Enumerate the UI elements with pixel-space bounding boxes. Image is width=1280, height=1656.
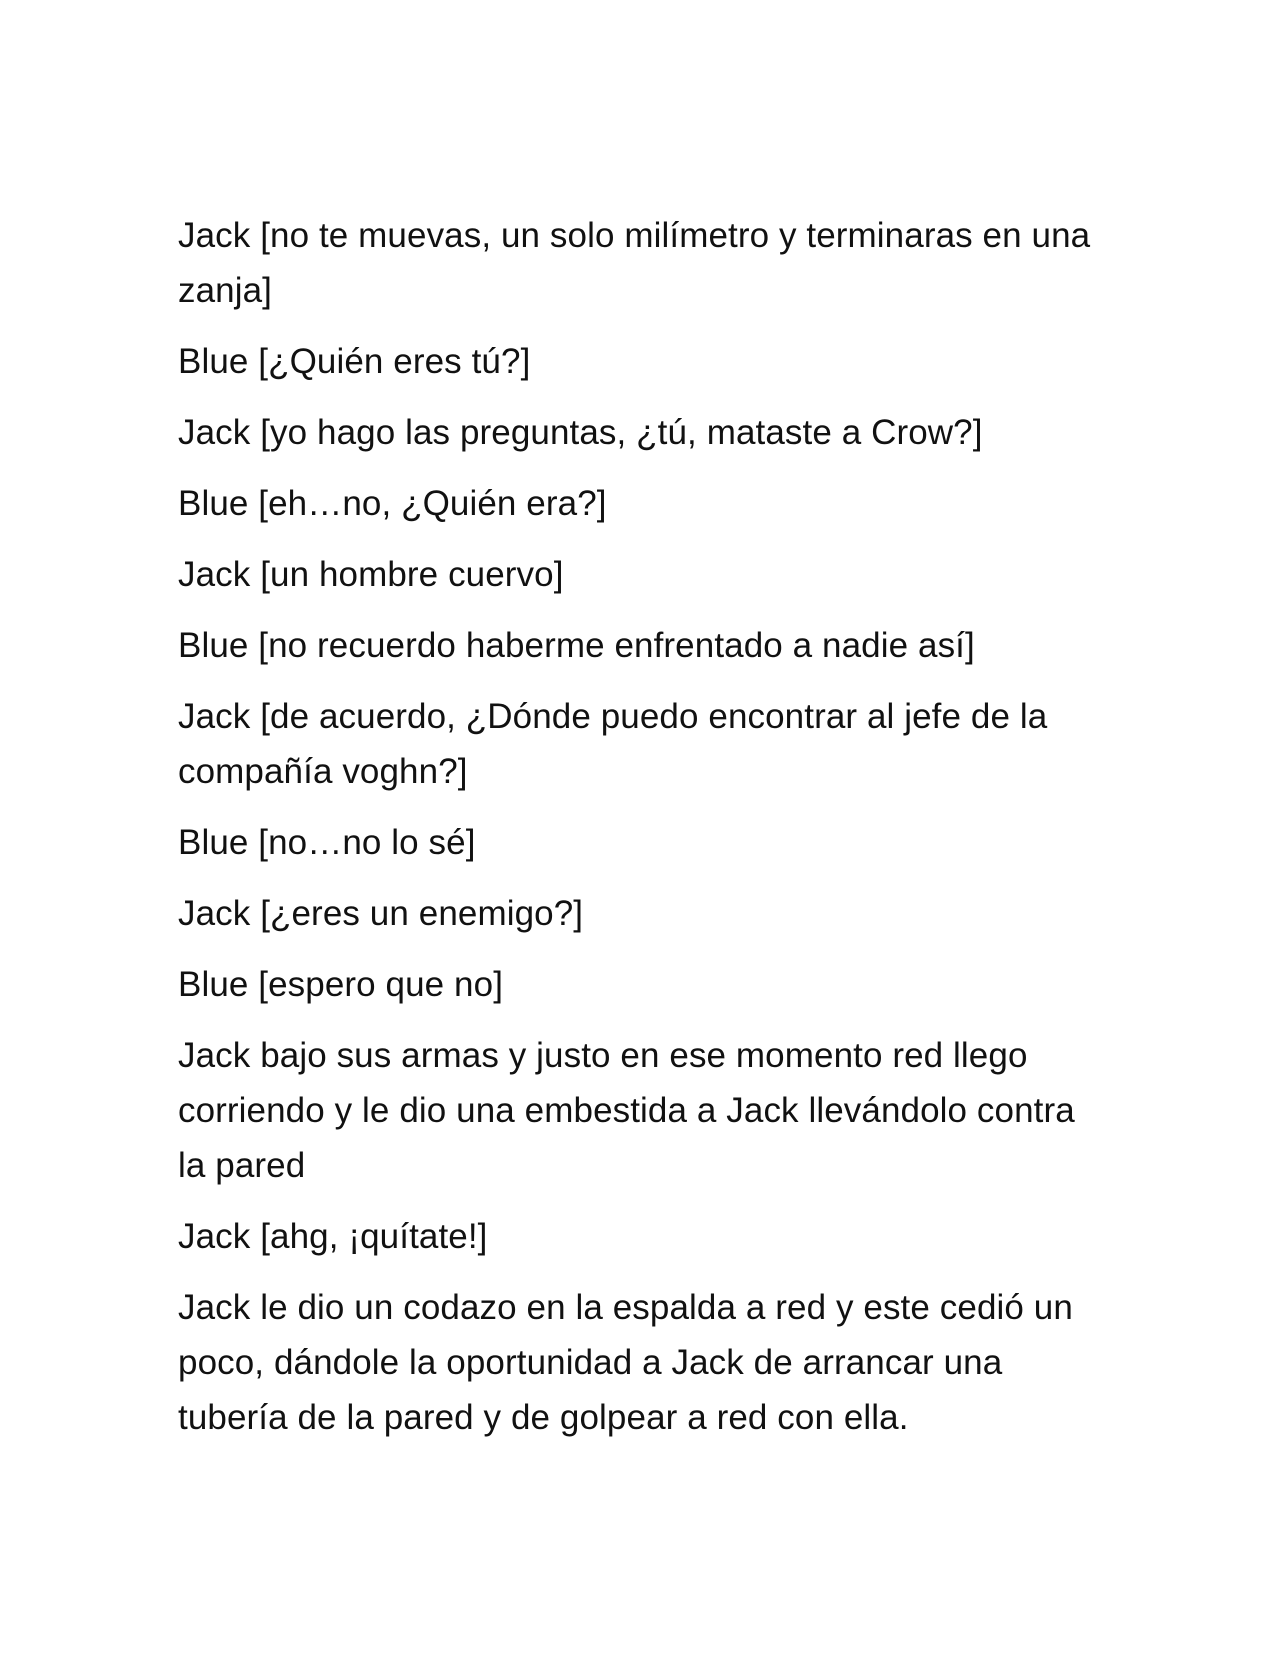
dialogue-line: Blue [eh…no, ¿Quién era?] <box>178 484 607 523</box>
dialogue-line: Blue [espero que no] <box>178 965 504 1004</box>
dialogue-line: Jack [¿eres un enemigo?] <box>178 894 584 933</box>
dialogue-line: Blue [¿Quién eres tú?] <box>178 342 531 381</box>
dialogue-line: Jack [yo hago las preguntas, ¿tú, mataste a Crow?] <box>178 413 983 452</box>
document-body <box>178 208 1098 1461</box>
dialogue-line: Jack [un hombre cuervo] <box>178 555 564 594</box>
dialogue-line: Jack [de acuerdo, ¿Dónde puedo encontrar al jefe de la compañía voghn?] <box>178 697 1048 791</box>
dialogue-line: Blue [no recuerdo haberme enfrentado a nadie así] <box>178 626 975 665</box>
dialogue-line: Jack [ahg, ¡quítate!] <box>178 1217 488 1256</box>
dialogue-line: Blue [no…no lo sé] <box>178 823 476 862</box>
narration-paragraph: Jack bajo sus armas y justo en ese momento red llego corriendo y le dio una embestida a Jack llevándolo contra la pared <box>178 1036 1075 1185</box>
narration-paragraph: Jack le dio un codazo en la espalda a red y este cedió un poco, dándole la oportunidad a Jack de arrancar una tubería de la pared y de golpear a red con ella. <box>178 1288 1073 1437</box>
dialogue-line: Jack [no te muevas, un solo milímetro y terminaras en una zanja] <box>178 216 1091 310</box>
